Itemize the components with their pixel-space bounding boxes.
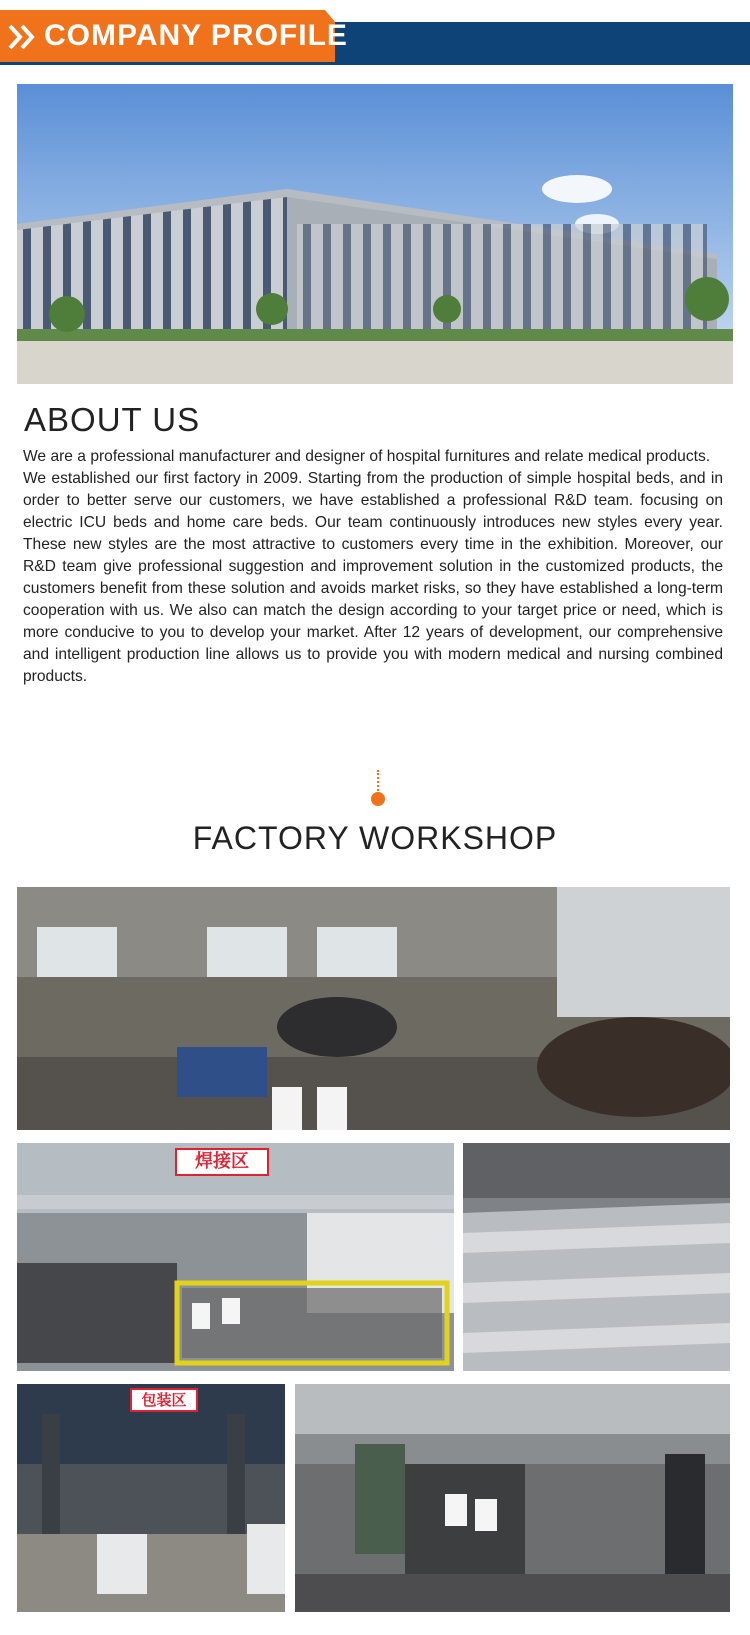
header-title: COMPANY PROFILE (44, 19, 348, 52)
workshop-image-steel-tubes (463, 1143, 730, 1371)
orange-dot-icon (371, 792, 385, 806)
double-chevron-icon (6, 22, 40, 52)
welding-area-sign: 焊接区 (175, 1148, 269, 1176)
workshop-image-welding-area (17, 1143, 454, 1371)
about-us-text (23, 446, 723, 688)
about-us-heading: ABOUT US (24, 401, 201, 438)
header-underline (0, 62, 750, 65)
workshop-image-assembly (295, 1384, 730, 1612)
factory-workshop-heading: FACTORY WORKSHOP (192, 820, 558, 856)
workshop-image-1 (17, 887, 730, 1130)
header-blue-bar (300, 22, 750, 64)
workshop-image-packing-area (17, 1384, 285, 1612)
factory-building-image (17, 84, 733, 384)
packing-area-sign: 包装区 (130, 1388, 198, 1412)
section-header-banner (0, 0, 750, 66)
about-paragraph-2: We established our first factory in 2009. Starting from the production of simple hospital beds, and in order to better serve our customers, we have established a professional R&D team. focusing on electric ICU beds and home care beds. Our team continuously introduces new styles every year. These new styles are the most attractive to customers every time in the exhibition. Moreover, our R&D team give professional suggestion and improvement solution in the customized products, the customers benefit from these solution and avoids market risks, so they have established a long-term cooperation with us. We also can match the design according to your target price or need, which is more conducive to you to develop your market. After 12 years of development, our comprehensive and intelligent production line allows us to provide you with modern medical and nursing combined products. (23, 470, 723, 685)
about-paragraph-1: We are a professional manufacturer and designer of hospital furnitures and relate medical products. (23, 448, 711, 465)
dotted-divider-line (377, 770, 379, 794)
